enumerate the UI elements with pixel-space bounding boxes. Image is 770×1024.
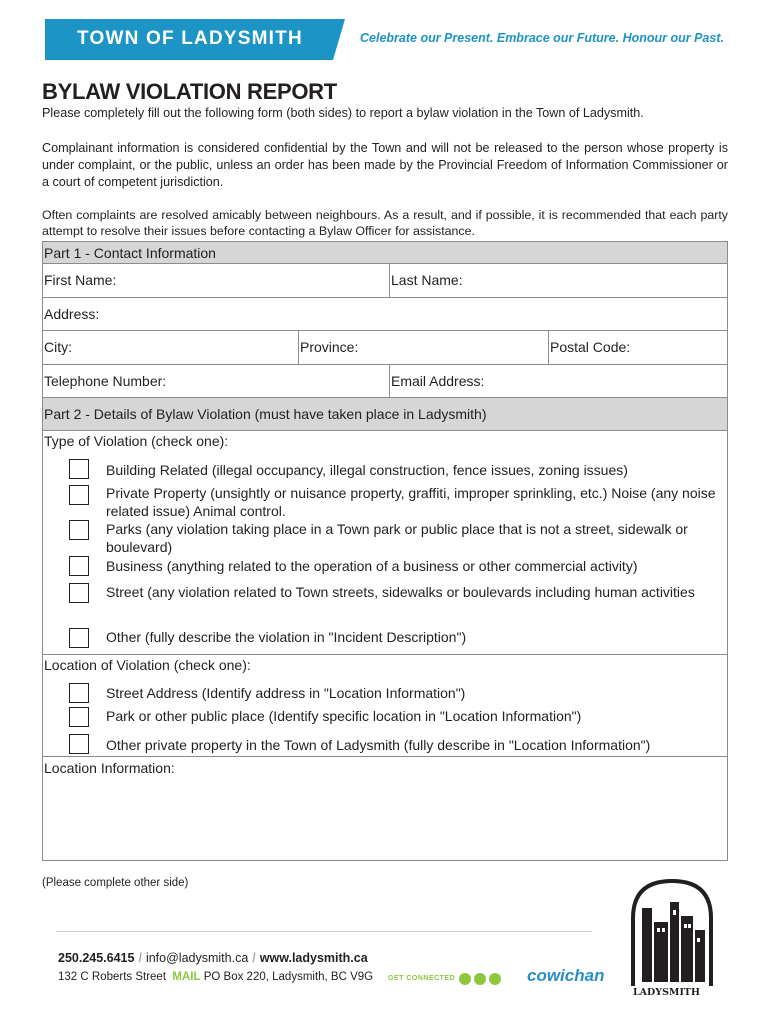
location-information-label: Location Information: [44, 760, 175, 776]
intro-text: Please completely fill out the following form (both sides) to report a bylaw violation in the Town of Ladysmith. [42, 106, 644, 120]
location-private-property-label: Other private property in the Town of Ladysmith (fully describe in "Location Information") [106, 737, 651, 753]
footer-email[interactable]: info@ladysmith.ca [145, 951, 249, 965]
location-private-property-checkbox[interactable] [69, 734, 89, 754]
type-street-label: Street (any violation related to Town streets, sidewalks or boulevards including human activities [106, 584, 695, 600]
last-name-label: Last Name: [391, 272, 463, 288]
cowichan-logo: cowichan [527, 966, 605, 985]
part2-heading: Part 2 - Details of Bylaw Violation (must have taken place in Ladysmith) [44, 406, 487, 422]
confidentiality-paragraph: Complainant information is considered confidential by the Town and will not be released to the person whose property is under complaint, or the public, unless an order has been made by the Provincial Freedom of Information Commissioner or a court of competent jurisdiction. [42, 141, 728, 189]
footer-website[interactable]: www.ladysmith.ca [259, 951, 368, 965]
address-row [42, 298, 728, 331]
ladysmith-logo-icon [630, 878, 714, 988]
type-building-label: Building Related (illegal occupancy, illegal construction, fence issues, zoning issues) [106, 462, 628, 478]
part2-heading-row [42, 398, 728, 431]
violation-type-section [42, 431, 728, 655]
contact-row [42, 365, 728, 398]
first-name-label: First Name: [44, 272, 117, 288]
instagram-icon[interactable] [489, 973, 501, 985]
postal-code-label: Postal Code: [550, 339, 631, 355]
violation-location-label: Location of Violation (check one): [44, 657, 251, 673]
town-name: TOWN OF LADYSMITH [77, 28, 303, 49]
footer-address-line [58, 971, 373, 983]
footer-mail-label: MAIL [172, 971, 201, 983]
location-street-address-checkbox[interactable] [69, 683, 89, 703]
violation-location-section [42, 655, 728, 757]
type-private-property-checkbox[interactable] [69, 485, 89, 505]
city-label: City: [44, 339, 72, 355]
type-business-label: Business (anything related to the operation of a business or other commercial activity) [106, 558, 638, 574]
type-private-property-label: Private Property (unsightly or nuisance property, graffiti, improper sprinkling, etc.) Noise (any noise related issue) Animal control. [106, 485, 716, 519]
part1-heading-row [42, 241, 728, 264]
type-other-checkbox[interactable] [69, 628, 89, 648]
footer-divider [56, 931, 592, 932]
type-parks-label: Parks (any violation taking place in a Town park or public place that is not a street, sidewalk or boulevard) [106, 521, 688, 555]
name-row [42, 264, 728, 298]
type-business-checkbox[interactable] [69, 556, 89, 576]
email-label: Email Address: [391, 373, 485, 389]
location-park-checkbox[interactable] [69, 707, 89, 727]
type-other-label: Other (fully describe the violation in "Incident Description") [106, 629, 467, 645]
logo-caption: LADYSMITH [633, 987, 700, 998]
page-title: BYLAW VIOLATION REPORT [42, 79, 337, 104]
address-label: Address: [44, 306, 100, 322]
location-street-address-label: Street Address (Identify address in "Location Information") [106, 685, 466, 701]
footer-street: 132 C Roberts Street [58, 971, 167, 983]
footer-phone[interactable]: 250.245.6415 [58, 951, 135, 965]
get-connected-label: GET CONNECTED [388, 975, 456, 982]
location-information-field[interactable] [42, 757, 728, 861]
type-street-checkbox[interactable] [69, 583, 89, 603]
footer-po-box: PO Box 220, Ladysmith, BC V9G [203, 971, 374, 983]
type-building-checkbox[interactable] [69, 459, 89, 479]
location-park-label: Park or other public place (Identify specific location in "Location Information") [106, 708, 582, 724]
twitter-icon[interactable] [474, 973, 486, 985]
telephone-label: Telephone Number: [44, 373, 167, 389]
city-row [42, 331, 728, 365]
resolution-paragraph: Often complaints are resolved amicably between neighbours. As a result, and if possible, it is recommended that each party attempt to resolve their issues before contacting a Bylaw Officer for assistance. [42, 208, 728, 238]
complete-other-side-note: (Please complete other side) [42, 877, 189, 889]
facebook-icon[interactable] [459, 973, 471, 985]
province-label: Province: [300, 339, 359, 355]
part1-heading: Part 1 - Contact Information [44, 245, 216, 261]
footer-contact-line: 250.245.6415 / info@ladysmith.ca / www.ladysmith.ca [58, 951, 368, 965]
tagline: Celebrate our Present. Embrace our Future. Honour our Past. [360, 31, 724, 45]
type-parks-checkbox[interactable] [69, 520, 89, 540]
violation-type-label: Type of Violation (check one): [44, 433, 229, 449]
